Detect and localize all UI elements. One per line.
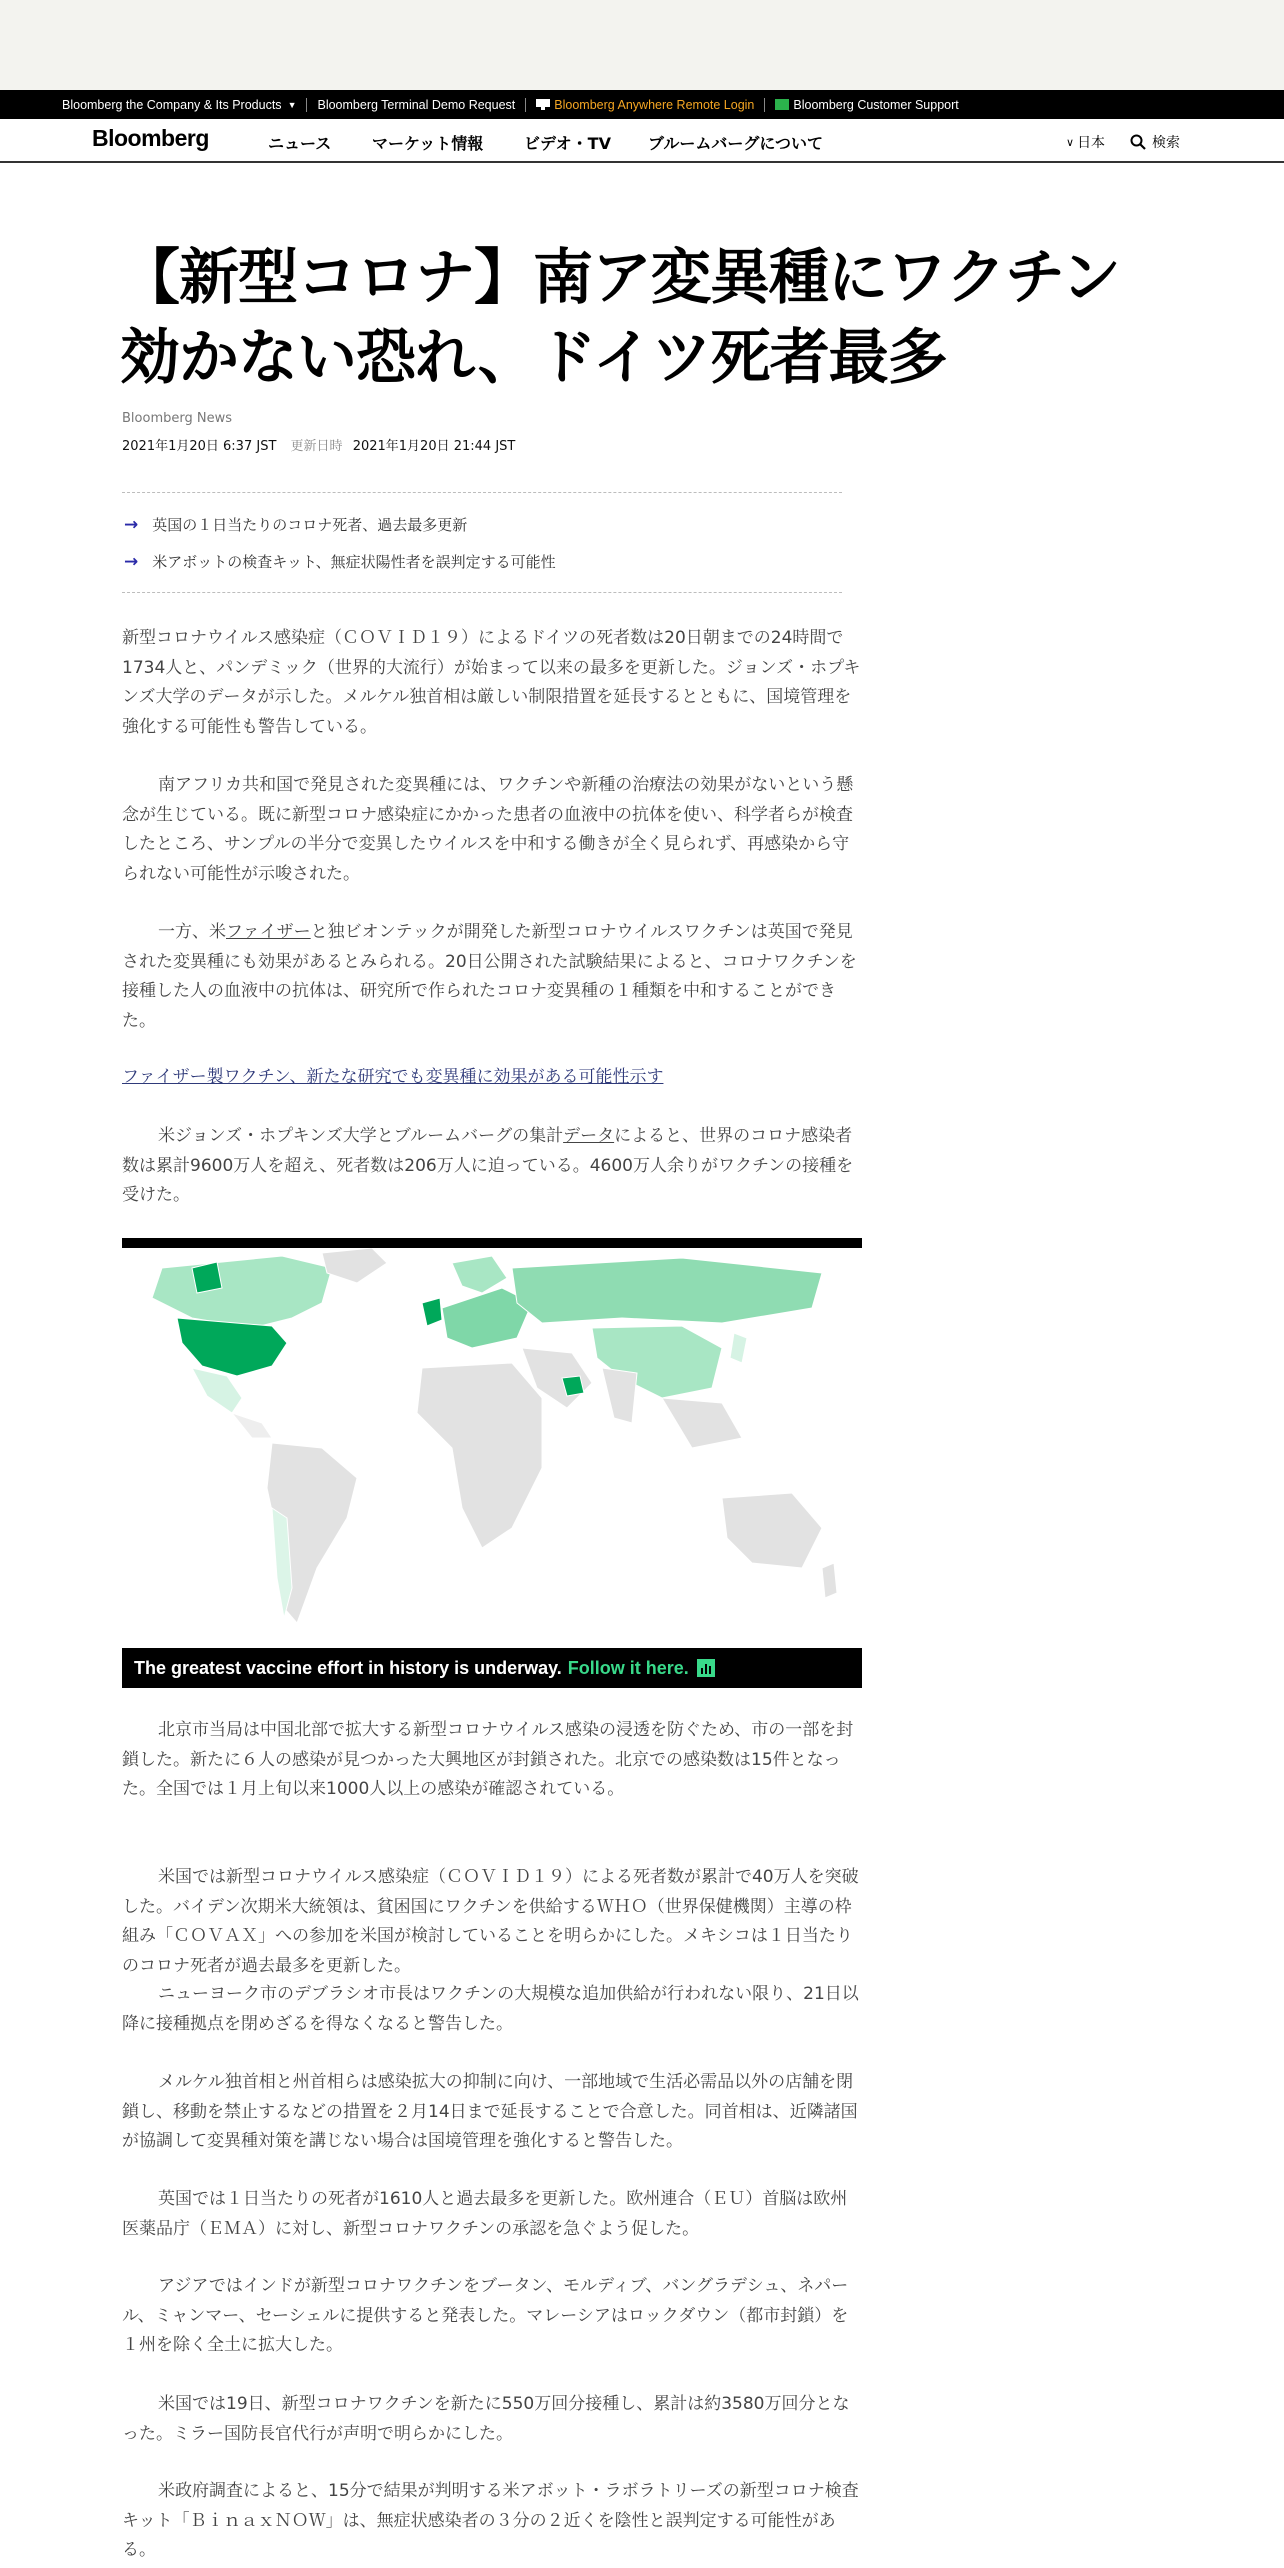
updated-label: 更新日時 (290, 439, 343, 454)
figure-top-rule (122, 1238, 862, 1248)
map-region-southeast-asia (662, 1398, 742, 1448)
support-icon (775, 99, 789, 110)
map-region-scandinavia (452, 1256, 507, 1293)
article-dates (122, 435, 515, 454)
map-region-japan (730, 1333, 747, 1363)
article-byline[interactable]: Bloomberg News (122, 411, 232, 426)
arrow-right-icon: → (124, 514, 139, 535)
paragraph-text: によると、世界のコロナ感染者数は累計9600万人を超え、死者数は206万人に迫っている。4600万人余りがワクチンの接種を受けた。 (122, 1126, 854, 1205)
pfizer-link[interactable]: ファイザー (226, 922, 311, 942)
related-story-label: 英国の１日当たりのコロナ死者、過去最多更新 (152, 516, 468, 534)
ad-banner-area (0, 0, 1284, 90)
map-region-central-america (232, 1413, 272, 1438)
chart-icon (697, 1659, 715, 1677)
nav-link-markets[interactable]: マーケット情報 (372, 134, 484, 153)
article-paragraph: 南アフリカ共和国で発見された変異種には、ワクチンや新種の治療法の効果がないという懸念が生じている。既に新型コロナ感染症にかかった患者の血液中の抗体を使い、科学者らが検査したところ、サンプルの半分で変異したウイルスを中和する働きが全く見られず、再感染から守られない可能性が示唆された。 (122, 775, 854, 884)
region-selector[interactable] (1066, 132, 1105, 152)
topbar-separator (764, 98, 765, 112)
related-divider-bottom (122, 592, 842, 593)
article-paragraph: 米政府調査によると、15分で結果が判明する米アボット・ラボラトリーズの新型コロナ検査キット「ＢｉｎａｘＮＯＷ」は、無症状感染者の３分の２近くを陰性と誤判定する可能性がある。 (122, 2481, 859, 2560)
arrow-right-icon: → (124, 551, 139, 572)
topbar-company-products-link[interactable] (62, 98, 296, 112)
article-headline: 【新型コロナ】南ア変異種にワクチン効かない恐れ、ドイツ死者最多 (120, 243, 1120, 393)
nav-link-news[interactable]: ニュース (268, 134, 332, 153)
article-paragraph (122, 1122, 862, 1211)
article-paragraph: ニューヨーク市のデブラシオ市長はワクチンの大規模な追加供給が行われない限り、21日以降に接種拠点を閉めざるを得なくなると警告した。 (122, 1984, 859, 2034)
topbar-anywhere-login-link[interactable] (536, 98, 754, 112)
article-paragraph: 米国では19日、新型コロナワクチンを新たに550万回分接種し、累計は約3580万回分となった。ミラー国防長官代行が声明で明らかにした。 (122, 2394, 850, 2444)
map-region-australia (722, 1493, 822, 1568)
map-region-canada (152, 1256, 332, 1328)
article-paragraph (122, 918, 862, 1036)
map-region-russia (512, 1258, 822, 1323)
article-paragraph: 英国では１日当たりの死者が1610人と過去最多を更新した。欧州連合（ＥＵ）首脳は欧州医薬品庁（ＥＭＡ）に対し、新型コロナワクチンの承認を急ぐよう促した。 (122, 2189, 848, 2239)
map-region-india (602, 1368, 637, 1423)
paragraph-text: と独ビオンテックが開発した新型コロナウイルスワクチンは英国で発見された変異種にも効果があるとみられる。20日公開された試験結果によると、コロナワクチンを接種した人の血液中の抗体は、研究所で作られたコロナ変異種の１種類を中和することができた。 (122, 922, 857, 1031)
topbar-customer-support-link[interactable] (775, 98, 958, 112)
map-region-africa (417, 1363, 542, 1548)
topbar-item-label: Bloomberg Customer Support (793, 97, 959, 112)
topbar-item-label: Bloomberg Anywhere Remote Login (554, 97, 755, 112)
article-paragraph: アジアではインドが新型コロナワクチンをブータン、モルディブ、バングラデシュ、ネパール、ミャンマー、セーシェルに提供すると発表した。マレーシアはロックダウン（都市封鎖）を１州を除く全土に拡大した。 (122, 2276, 849, 2355)
topbar-separator (525, 98, 526, 112)
vaccine-tracker-figure[interactable] (122, 1238, 862, 1688)
paragraph-text: 米ジョンズ・ホプキンズ大学とブルームバーグの集計 (158, 1126, 564, 1146)
region-label: 日本 (1077, 135, 1106, 151)
related-story-label: 米アボットの検査キット、無症状陽性者を誤判定する可能性 (152, 553, 556, 571)
article-paragraph: メルケル独首相と州首相らは感染拡大の抑制に向け、一部地域で生活必需品以外の店舗を閉鎖し、移動を禁止するなどの措置を２月14日まで延長することで合意した。同首相は、近隣諸国が協調して変異種対策を講じない場合は国境管理を強化すると警告した。 (122, 2072, 858, 2151)
paragraph-text: 一方、米 (158, 922, 226, 942)
related-divider-top (122, 492, 842, 493)
topbar-item-label: Bloomberg the Company & Its Products (62, 97, 282, 112)
pfizer-vaccine-story-link[interactable]: ファイザー製ワクチン、新たな研究でも変異種に効果がある可能性示す (122, 1067, 664, 1087)
data-link[interactable]: データ (563, 1126, 615, 1146)
related-story-link[interactable] (124, 551, 556, 572)
figure-caption-bar (122, 1648, 862, 1688)
chevron-down-icon: ∨ (1066, 135, 1075, 149)
search-button[interactable] (1130, 132, 1180, 152)
corporate-top-bar (0, 90, 1284, 119)
map-region-alaska-highlight (192, 1262, 222, 1293)
bloomberg-logo[interactable]: Bloomberg (92, 125, 209, 151)
map-region-uk (422, 1298, 442, 1326)
map-region-usa (177, 1318, 287, 1376)
article-paragraph: 米国では新型コロナウイルス感染症（ＣＯＶＩＤ１９）による死者数が累計で40万人を突破した。バイデン次期米大統領は、貧困国にワクチンを供給するＷＨＯ（世界保健機関）主導の枠組み「ＣＯＶＡＸ」への参加を米国が検討していることを明らかにした。メキシコは１日当たりのコロナ死者が過去最多を更新した。 (122, 1867, 859, 1976)
terminal-icon (536, 99, 550, 110)
topbar-terminal-demo-link[interactable] (317, 98, 515, 112)
topbar-item-label: Bloomberg Terminal Demo Request (317, 97, 516, 112)
main-navigation (0, 119, 1284, 163)
figure-caption-text: The greatest vaccine effort in history is underway. (134, 1657, 562, 1678)
nav-link-about[interactable]: ブルームバーグについて (648, 134, 824, 153)
published-time: 2021年1月20日 6:37 JST (122, 439, 277, 454)
nav-link-video-tv[interactable]: ビデオ・TV (524, 134, 611, 153)
topbar-separator (306, 98, 307, 112)
article-paragraph: 北京市当局は中国北部で拡大する新型コロナウイルス感染の浸透を防ぐため、市の一部を封鎖した。新たに６人の感染が見つかった大興地区が封鎖された。北京での感染数は15件となった。全国では１月上旬以来1000人以上の感染が確認されている。 (122, 1720, 854, 1799)
updated-time: 2021年1月20日 21:44 JST (352, 439, 516, 454)
follow-tracker-link[interactable]: Follow it here. (567, 1657, 689, 1678)
search-icon (1130, 134, 1146, 150)
world-vaccination-map (122, 1248, 862, 1648)
related-story-link[interactable] (124, 514, 467, 535)
caret-down-icon: ▼ (287, 99, 297, 110)
search-label: 検索 (1152, 135, 1180, 151)
article-paragraph: 新型コロナウイルス感染症（ＣＯＶＩＤ１９）によるドイツの死者数は20日朝までの24時間で1734人と、パンデミック（世界的大流行）が始まって以来の最多を更新した。ジョンズ・ホプキンズ大学のデータが示した。メルケル独首相は厳しい制限措置を延長するとともに、国境管理を強化する可能性も警告している。 (122, 628, 861, 737)
map-region-greenland (322, 1248, 387, 1283)
map-region-new-zealand (822, 1563, 837, 1598)
